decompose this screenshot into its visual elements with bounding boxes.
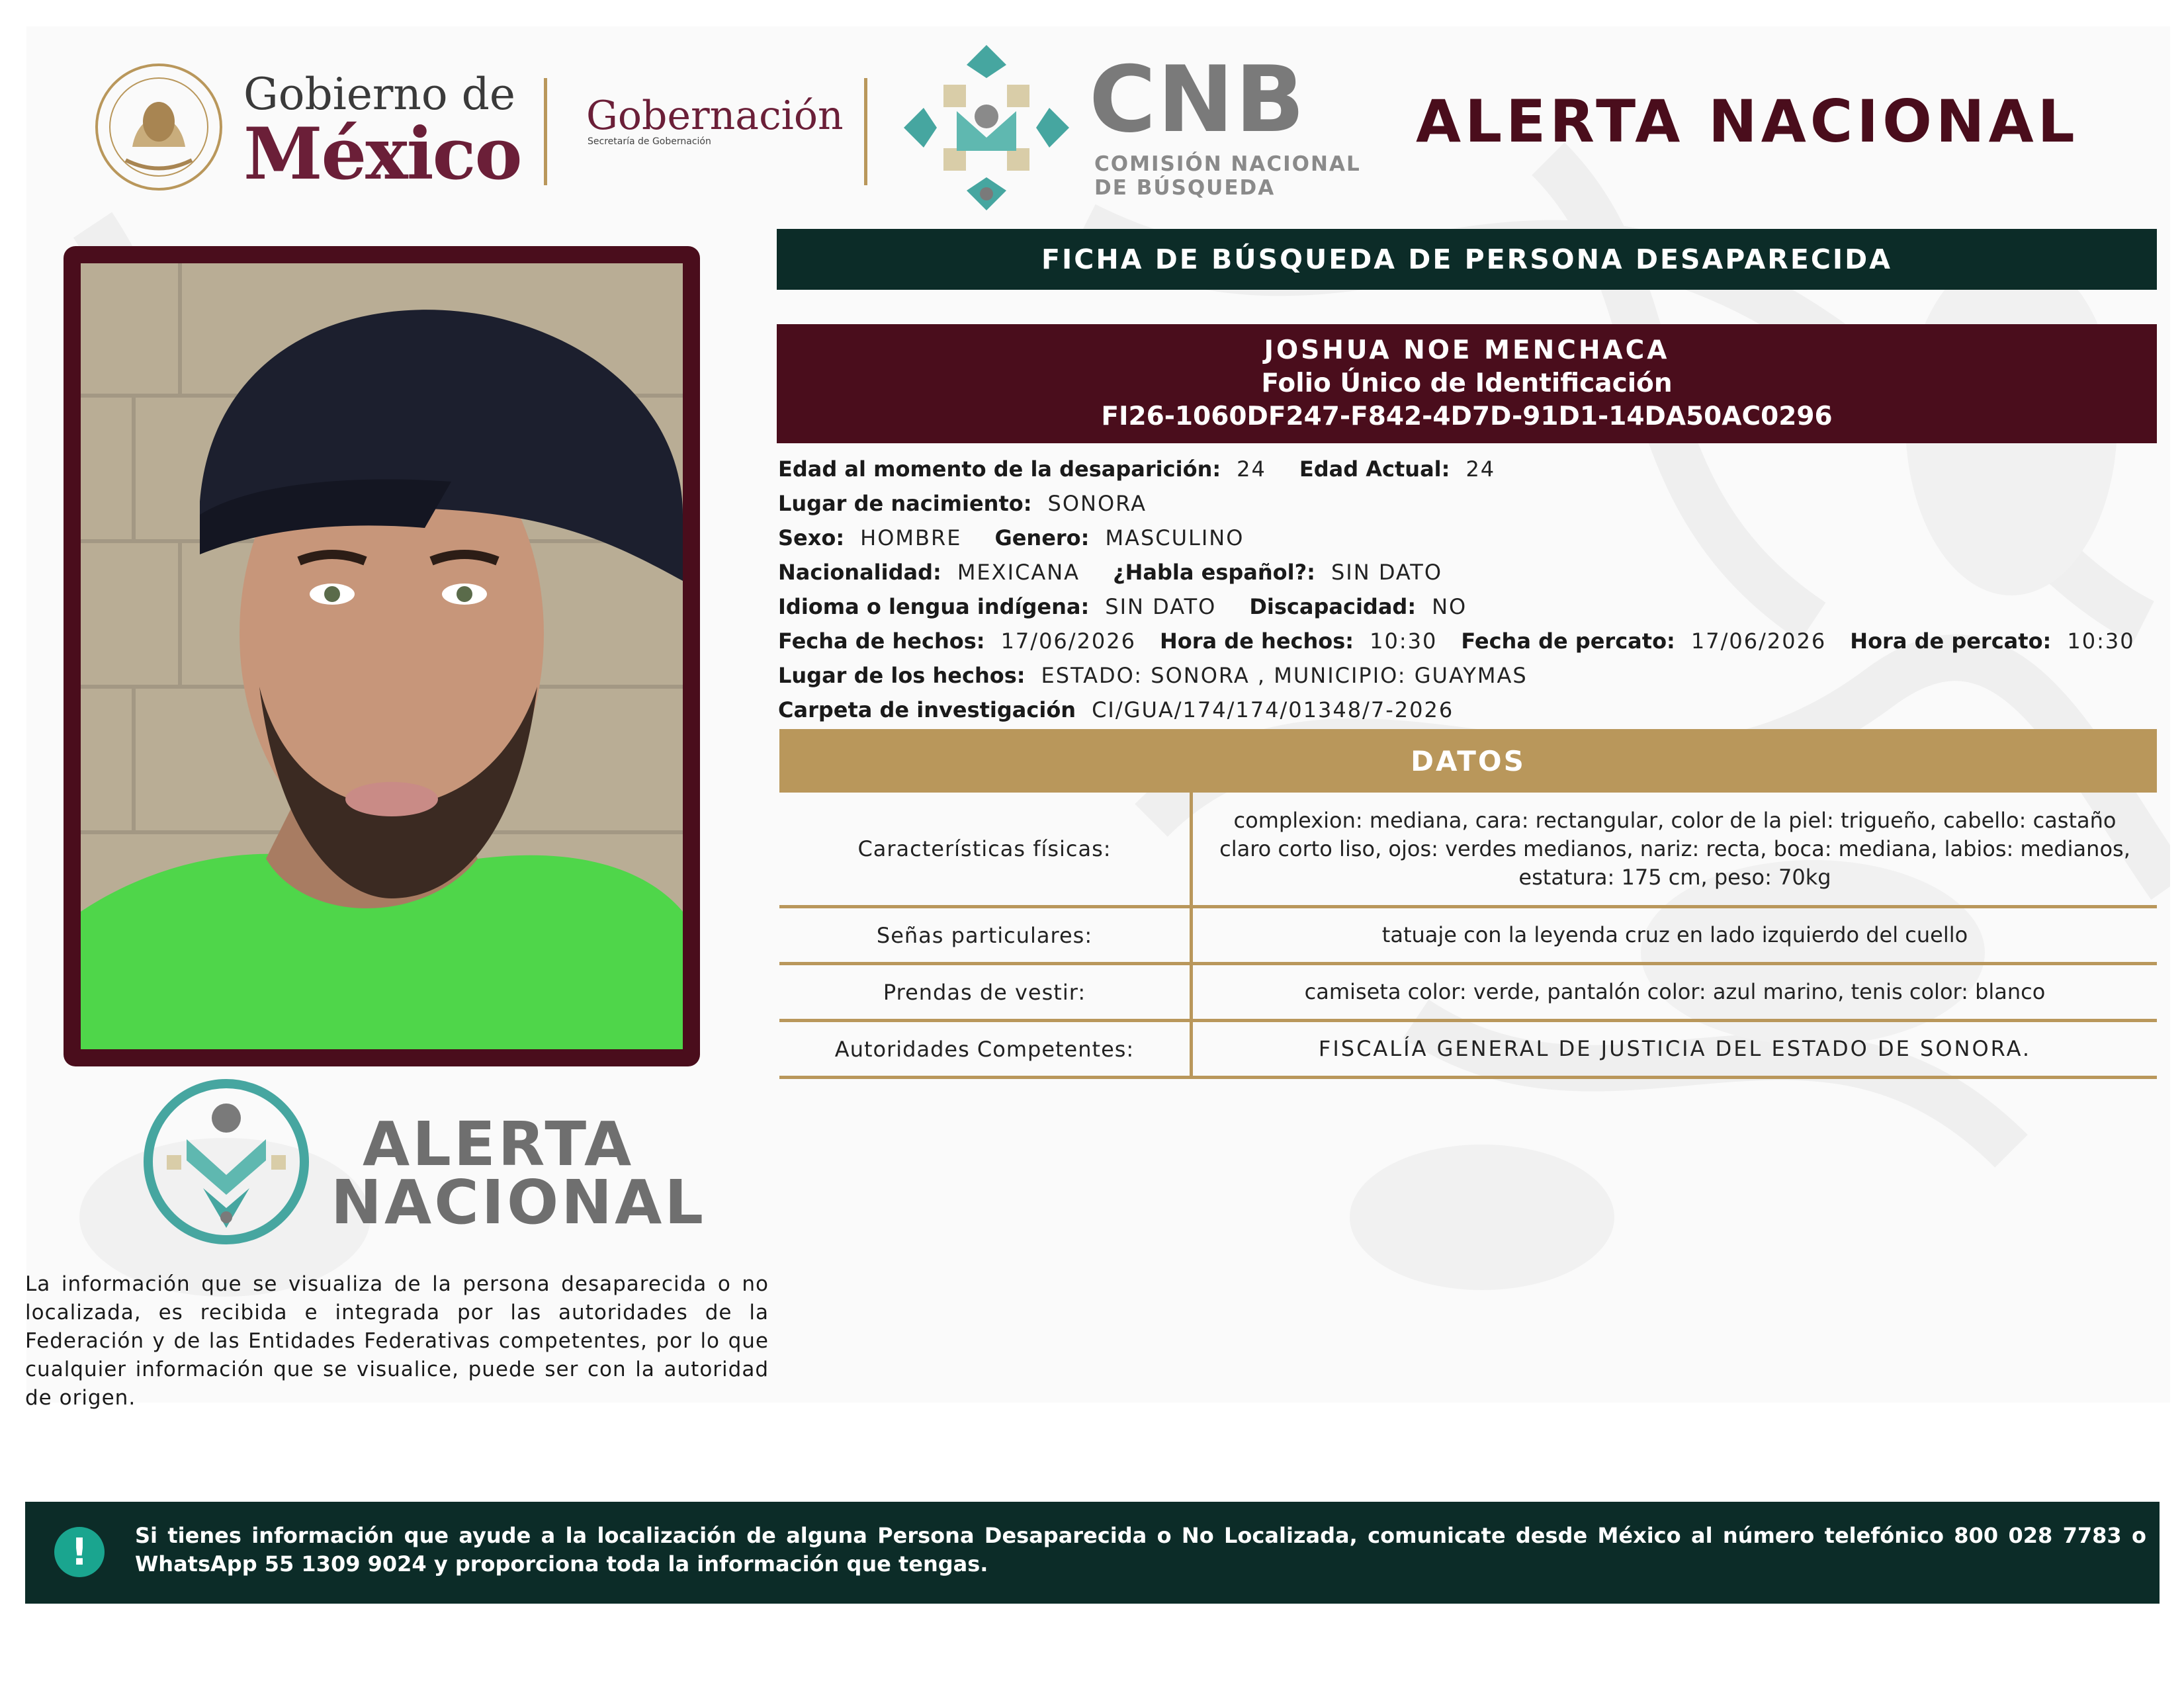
info-row-idioma [778,594,1500,619]
alerta-nacional-title: ALERTA NACIONAL [1416,87,2079,155]
cnb-emblem-icon [897,38,1076,217]
info-label: Lugar de nacimiento: [778,491,1032,516]
info-label: Sexo: [778,525,845,550]
info-label: Lugar de los hechos: [778,663,1026,688]
alerta-logo-line1: ALERTA [363,1109,634,1180]
cnb-subtitle-line1: COMISIÓN NACIONAL [1094,152,1361,176]
folio-label: Folio Único de Identificación [1261,368,1673,398]
info-label: Edad Actual: [1299,456,1450,482]
info-value: 10:30 [2067,628,2135,654]
info-label: Hora de percato: [1850,628,2052,654]
header-divider [864,78,867,185]
table-cell-value: complexion: mediana, cara: rectangular, color de la piel: trigueño, cabello: castaño claro corto liso, ojos: verdes medianos, nariz: recta, boca: mediana, labios: medianos, estatura: 175 cm, peso: 70kg [1219,807,2130,890]
info-value: ESTADO: SONORA , MUNICIPIO: GUAYMAS [1041,663,1528,688]
info-value: HOMBRE [860,525,962,550]
table-row [779,793,2157,908]
info-row-lugar-hechos [778,663,1561,688]
alerta-nacional-emblem-icon [140,1076,312,1248]
info-row-nacimiento [778,491,1180,516]
footer-contact-text: Si tienes información que ayude a la localización de alguna Persona Desaparecida o No Localizada, comunicate desde México al número telefónico 800 028 7783 o WhatsApp 55 1309 9024 y proporciona toda la información que tengas. [135,1523,2146,1577]
info-value: MASCULINO [1105,525,1245,550]
info-label: Nacionalidad: [778,560,941,585]
datos-header: DATOS [779,729,2157,793]
ficha-banner: FICHA DE BÚSQUEDA DE PERSONA DESAPARECIDA [777,229,2157,290]
gobernacion-subtitle: Secretaría de Gobernación [588,136,711,147]
mexico-title: México [243,112,521,196]
info-value: 10:30 [1370,628,1438,654]
table-cell-label: Señas particulares: [779,908,1193,962]
info-value: 24 [1465,456,1496,482]
alerta-logo-line2: NACIONAL [331,1167,706,1238]
table-row [779,908,2157,965]
gobernacion-logo-text: Gobernación [586,93,844,139]
info-value: 17/06/2026 [1000,628,1136,654]
info-label: Idioma o lengua indígena: [778,594,1090,619]
person-name-banner [777,324,2157,443]
info-label: Hora de hechos: [1160,628,1354,654]
info-value: SONORA [1047,491,1147,516]
table-cell-value: camiseta color: verde, pantalón color: azul marino, tenis color: blanco [1304,979,2046,1004]
gobierno-title: Gobierno de [243,69,515,120]
info-value: 24 [1237,456,1266,482]
info-label: Carpeta de investigación [778,697,1076,722]
info-value: NO [1432,594,1467,619]
cnb-title: CNB [1089,46,1306,153]
table-cell-label: Prendas de vestir: [779,965,1193,1019]
exclamation-icon: ! [54,1527,105,1577]
info-row-sexo [778,525,1277,550]
info-row-edad [778,456,1528,482]
table-row [779,1022,2157,1079]
cnb-subtitle-line2: DE BÚSQUEDA [1094,176,1276,200]
info-value: 17/06/2026 [1690,628,1827,654]
folio-id: FI26-1060DF247-F842-4D7D-91D1-14DA50AC0296 [1101,402,1833,431]
info-value: MEXICANA [957,560,1080,585]
mexico-seal-icon [93,61,225,193]
info-label: Genero: [994,525,1090,550]
info-label: Fecha de hechos: [778,628,985,654]
info-label: Edad al momento de la desaparición: [778,456,1221,482]
info-row-fechas [778,628,2168,654]
info-label: Fecha de percato: [1461,628,1675,654]
info-value: SIN DATO [1105,594,1217,619]
table-cell-value: FISCALÍA GENERAL DE JUSTICIA DEL ESTADO DE SONORA. [1318,1036,2032,1061]
info-label: ¿Habla español?: [1113,560,1315,585]
info-row-carpeta [778,697,1487,722]
info-label: Discapacidad: [1249,594,1417,619]
table-cell-label: Autoridades Competentes: [779,1022,1193,1076]
table-cell-value: tatuaje con la leyenda cruz en lado izquierdo del cuello [1381,922,1968,947]
header-divider [544,78,547,185]
table-row [779,965,2157,1022]
disclaimer-text: La información que se visualiza de la persona desaparecida o no localizada, es recibida e integrada por las autoridades de la Federación y de las Entidades Federativas competentes, por lo que cualquier información que se visualice, puede ser con la autoridad de origen. [25,1272,769,1410]
info-value: SIN DATO [1331,560,1443,585]
missing-person-photo [81,263,683,1049]
info-row-nacionalidad [778,560,1475,585]
info-value: CI/GUA/174/174/01348/7-2026 [1092,697,1454,722]
person-name: JOSHUA NOE MENCHACA [1264,335,1670,365]
table-cell-label: Características físicas: [779,793,1193,905]
